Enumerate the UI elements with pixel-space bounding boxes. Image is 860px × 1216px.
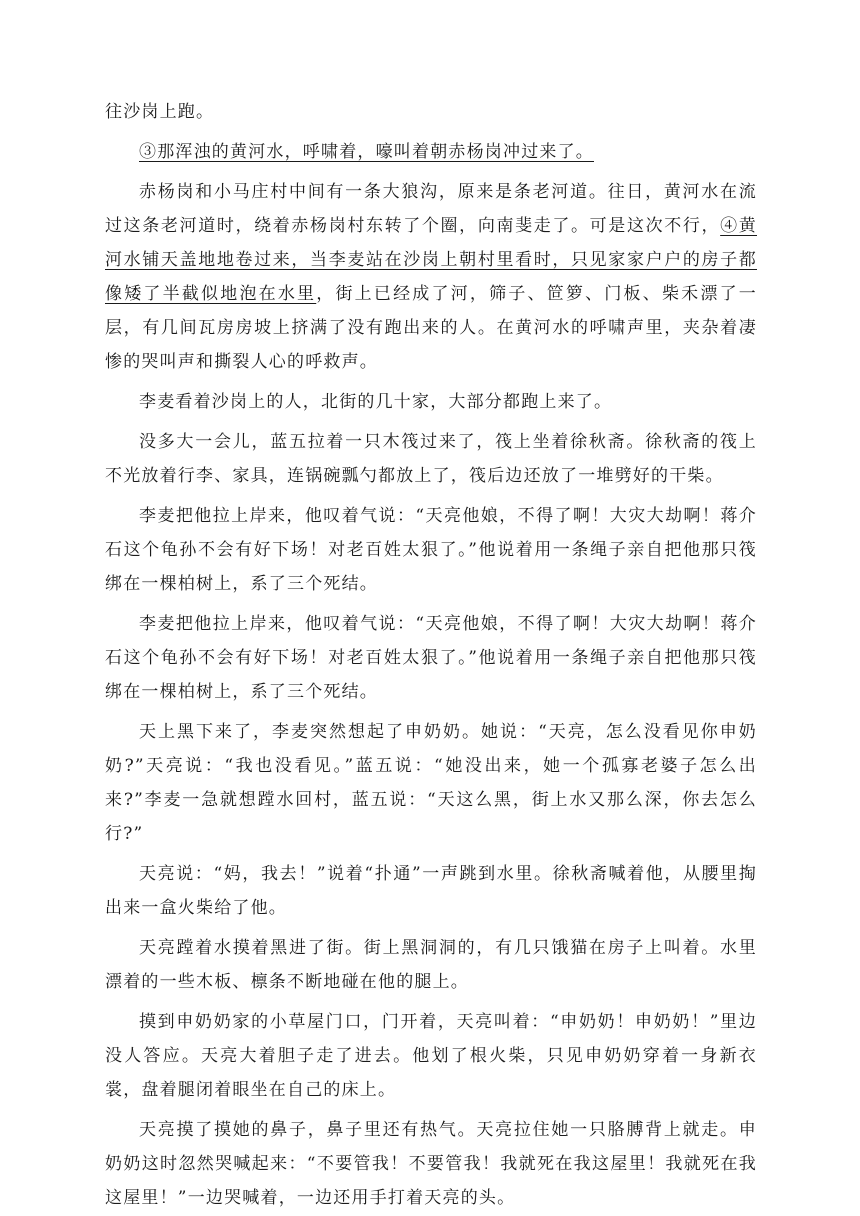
text-segment: 天上黑下来了，李麦突然想起了申奶奶。她说：“天亮，怎么没看见你申奶奶?”天亮说：“我也没看见。”蓝五说：“她没出来，她一个孤寡老婆子怎么出来?”李麦一急就想蹚水回村，蓝五说：“天这么黑，街上水又那么深，你去怎么行?”: [105, 722, 757, 844]
text-segment: 往沙岗上跑。: [105, 102, 215, 122]
paragraph: [105, 95, 757, 129]
paragraph: [105, 715, 757, 851]
paragraph: [105, 1005, 757, 1107]
paragraph: [105, 175, 757, 379]
paragraph: [105, 1113, 757, 1215]
paragraph: [105, 499, 757, 601]
paragraph: [105, 931, 757, 999]
underlined-sentence: ④黄河水铺天盖地地卷过来，当李麦站在沙岗上朝村里看时，只见家家户户的房子都像矮了半截似地泡在水里: [105, 216, 757, 304]
paragraph: [105, 425, 757, 493]
paragraph: [105, 607, 757, 709]
text-segment: 天亮说：“妈，我去！”说着“扑通”一声跳到水里。徐秋斋喊着他，从腰里掏出来一盒火柴给了他。: [105, 864, 757, 918]
text-segment: ，街上已经成了河，筛子、笸箩、门板、柴禾漂了一层，有几间瓦房房坡上挤满了没有跑出来的人。在黄河水的呼啸声里，夹杂着凄惨的哭叫声和撕裂人心的呼救声。: [105, 284, 757, 372]
text-body: [105, 95, 757, 1215]
text-segment: 天亮摸了摸她的鼻子，鼻子里还有热气。天亮拉住她一只胳膊背上就走。申奶奶这时忽然哭喊起来：“不要管我！不要管我！我就死在我这屋里！我就死在我这屋里！”一边哭喊着，一边还用手打着天亮的头。: [105, 1120, 757, 1208]
paragraph: [105, 385, 757, 419]
text-segment: 天亮蹚着水摸着黑进了街。街上黑洞洞的，有几只饿猫在房子上叫着。水里漂着的一些木板、檩条不断地碰在他的腿上。: [105, 938, 757, 992]
text-segment: 赤杨岗和小马庄村中间有一条大狼沟，原来是条老河道。往日，黄河水在流过这条老河道时，绕着赤杨岗村东转了个圈，向南斐走了。可是这次不行，: [105, 182, 757, 236]
paragraph: [105, 135, 757, 169]
paragraph: [105, 857, 757, 925]
text-segment: 李麦看着沙岗上的人，北街的几十家，大部分都跑上来了。: [139, 392, 613, 412]
underlined-sentence: ③那浑浊的黄河水，呼啸着，嚎叫着朝赤杨岗冲过来了。: [139, 142, 594, 162]
text-segment: 李麦把他拉上岸来，他叹着气说：“天亮他娘，不得了啊！大灾大劫啊！蒋介石这个龟孙不会有好下场！对老百姓太狠了。”他说着用一条绳子亲自把他那只筏绑在一棵柏树上，系了三个死结。: [105, 506, 757, 594]
text-segment: 摸到申奶奶家的小草屋门口，门开着，天亮叫着：“申奶奶！申奶奶！”里边没人答应。天亮大着胆子走了进去。他划了根火柴，只见申奶奶穿着一身新衣裳，盘着腿闭着眼坐在自己的床上。: [105, 1012, 757, 1100]
text-segment: 没多大一会儿，蓝五拉着一只木筏过来了，筏上坐着徐秋斋。徐秋斋的筏上不光放着行李、家具，连锅碗瓢勺都放上了，筏后边还放了一堆劈好的干柴。: [105, 432, 757, 486]
text-segment: 李麦把他拉上岸来，他叹着气说：“天亮他娘，不得了啊！大灾大劫啊！蒋介石这个龟孙不会有好下场！对老百姓太狠了。”他说着用一条绳子亲自把他那只筏绑在一棵柏树上，系了三个死结。: [105, 614, 757, 702]
